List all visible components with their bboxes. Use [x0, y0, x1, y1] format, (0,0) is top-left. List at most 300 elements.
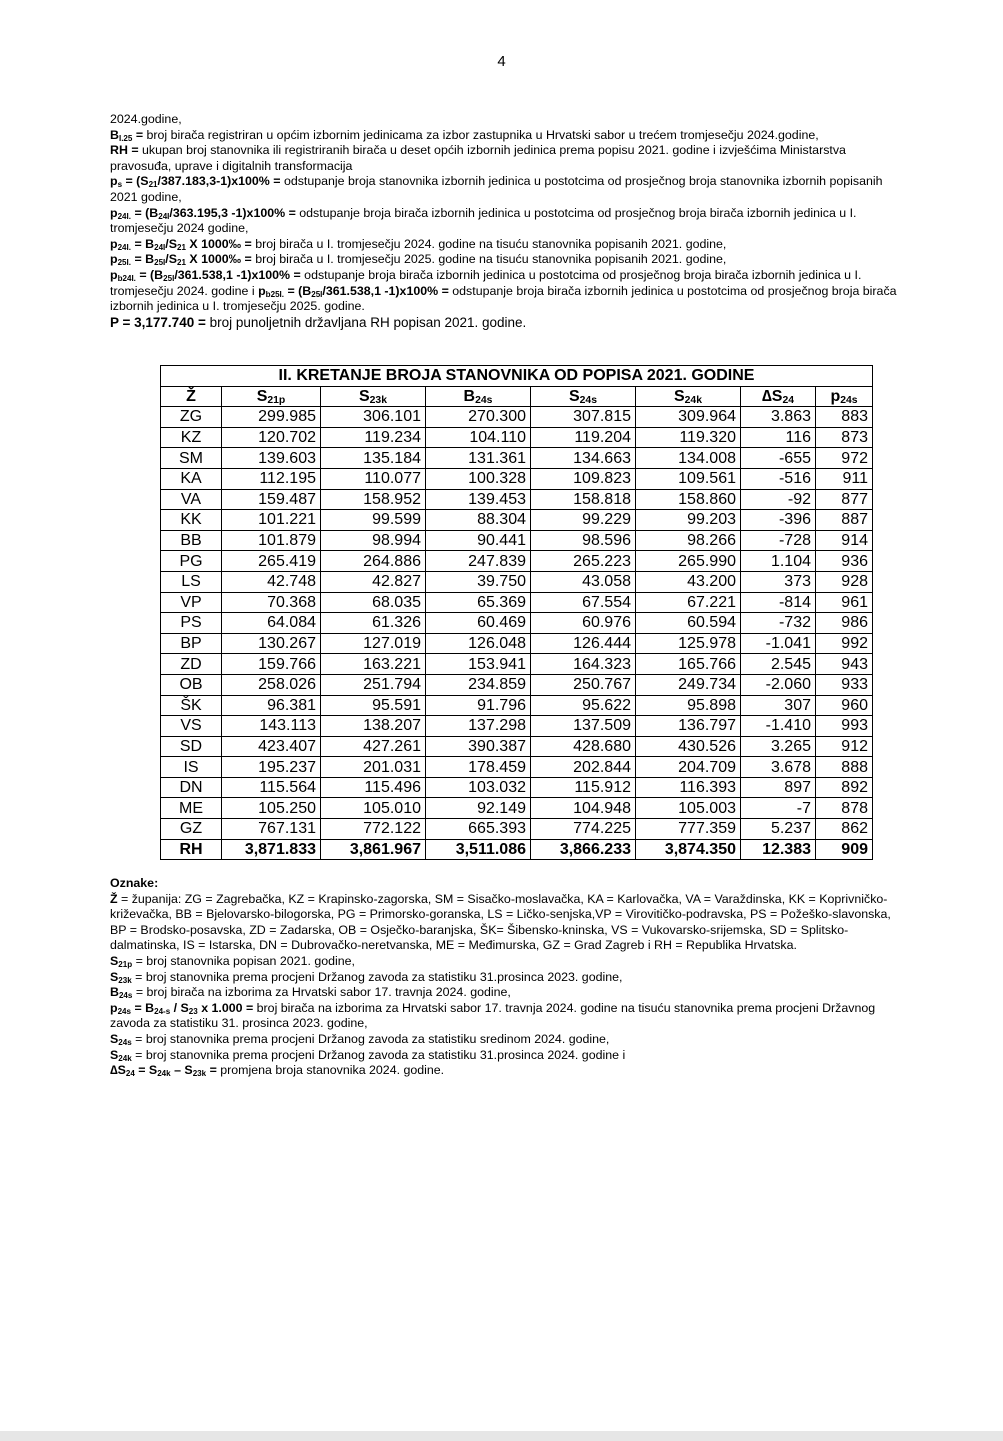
- table-cell: 163.221: [321, 654, 426, 675]
- table-row: [161, 654, 873, 675]
- county-code: DN: [161, 777, 222, 798]
- table-cell: 158.952: [321, 489, 426, 510]
- table-cell: 270.300: [426, 407, 531, 428]
- table-cell: 65.369: [426, 592, 531, 613]
- table-cell: 109.561: [636, 468, 741, 489]
- text-fragment: p: [110, 267, 118, 282]
- text-fragment: /387.183,3-1)x100% =: [157, 174, 281, 189]
- table-cell: 104.948: [531, 798, 636, 819]
- table-cell: 873: [816, 427, 873, 448]
- text-fragment: = broj birača na izborima za Hrvatski sabor 17. travnja 2024. godine,: [132, 985, 511, 1000]
- table-cell: 159.766: [222, 654, 321, 675]
- table-cell: 95.591: [321, 695, 426, 716]
- table-row: [161, 427, 873, 448]
- table-cell: 888: [816, 757, 873, 778]
- legend-item: [110, 954, 900, 970]
- table-cell: 60.469: [426, 613, 531, 634]
- table-cell: -516: [741, 468, 816, 489]
- table-cell: 99.203: [636, 510, 741, 531]
- table-row: [161, 695, 873, 716]
- table-cell: 909: [816, 839, 873, 860]
- county-code: KZ: [161, 427, 222, 448]
- county-code: LS: [161, 571, 222, 592]
- column-header: $S_{24s}$: [531, 386, 636, 407]
- table-cell: 3.863: [741, 407, 816, 428]
- county-code: RH: [161, 839, 222, 860]
- table-cell: 178.459: [426, 757, 531, 778]
- table-cell: 137.509: [531, 716, 636, 737]
- text-fragment: P = 3,177.740 =: [110, 314, 206, 330]
- table-cell: 134.663: [531, 448, 636, 469]
- text-fragment: =: [206, 1063, 217, 1078]
- intro-line: [110, 315, 900, 331]
- table-cell: 3.265: [741, 736, 816, 757]
- table-row: [161, 757, 873, 778]
- table-cell: 92.149: [426, 798, 531, 819]
- text-fragment: broj birača u I. tromjesečju 2024. godine na tisuću stanovnika popisanih 2021. godine,: [251, 236, 727, 251]
- text-fragment: s: [117, 180, 123, 190]
- table-cell: 423.407: [222, 736, 321, 757]
- county-code: SD: [161, 736, 222, 757]
- intro-line: $B_{I.25}$ = broj birača registriran u općim izbornim jedinicama za izbor zastupnika u Hrvatski sabor u trećem tromjesečju 2024.godine,: [110, 127, 819, 143]
- text-fragment: broj birača na izborima za Hrvatski sabor 17. travnja 2024. godine na tisuću stanovnika prema procjeni Državnog zavoda za statistiku 31. prosinca 2023. godine,: [110, 1000, 876, 1031]
- table-cell: 5.237: [741, 819, 816, 840]
- text-fragment: x 1.000 =: [197, 1000, 254, 1015]
- county-code: VP: [161, 592, 222, 613]
- text-fragment: promjena broja stanovnika 2024. godine.: [216, 1063, 445, 1078]
- text-fragment: S: [110, 1047, 119, 1062]
- column-header: $S_{24k}$: [636, 386, 741, 407]
- legend-heading: Oznake:: [110, 876, 159, 890]
- table-cell: 993: [816, 716, 873, 737]
- table-cell: 116: [741, 427, 816, 448]
- table-row: [161, 489, 873, 510]
- table-cell: 105.250: [222, 798, 321, 819]
- text-fragment: /363.195,3 -1)x100% =: [169, 205, 296, 220]
- table-cell: 112.195: [222, 468, 321, 489]
- legend-item: [110, 1001, 900, 1032]
- table-cell: 992: [816, 633, 873, 654]
- table-cell: 120.702: [222, 427, 321, 448]
- text-fragment: 23: [188, 1006, 198, 1016]
- table-cell: 119.320: [636, 427, 741, 448]
- text-fragment: 24I: [158, 211, 170, 221]
- table-cell: 130.267: [222, 633, 321, 654]
- table-cell: 98.266: [636, 530, 741, 551]
- text-fragment: = (B: [284, 283, 312, 298]
- table-cell: 134.008: [636, 448, 741, 469]
- table-cell: 61.326: [321, 613, 426, 634]
- table-cell: 3,871.833: [222, 839, 321, 860]
- text-fragment: – S: [170, 1063, 193, 1078]
- text-fragment: = broj stanovnika prema procjeni Držanog zavoda za statistiku sredinom 2024. godine,: [131, 1031, 610, 1046]
- table-cell: 95.898: [636, 695, 741, 716]
- table-cell: 202.844: [531, 757, 636, 778]
- legend-item: [110, 892, 900, 954]
- table-cell: 68.035: [321, 592, 426, 613]
- table-cell: 125.978: [636, 633, 741, 654]
- table-cell: 105.010: [321, 798, 426, 819]
- intro-line: 2024.godine,: [110, 112, 182, 126]
- text-fragment: 24s: [118, 1037, 132, 1047]
- table-row: [161, 530, 873, 551]
- table-cell: 3.678: [741, 757, 816, 778]
- table-cell: 1.104: [741, 551, 816, 572]
- table-cell: 136.797: [636, 716, 741, 737]
- table-cell: 105.003: [636, 798, 741, 819]
- table-cell: 64.084: [222, 613, 321, 634]
- table-cell: 249.734: [636, 674, 741, 695]
- text-fragment: 23k: [192, 1069, 207, 1079]
- table-cell: 153.941: [426, 654, 531, 675]
- text-fragment: p: [110, 252, 118, 267]
- table-cell: 897: [741, 777, 816, 798]
- county-code: ŠK: [161, 695, 222, 716]
- table-cell: 430.526: [636, 736, 741, 757]
- table-cell: 109.823: [531, 468, 636, 489]
- text-fragment: = (B: [135, 267, 164, 282]
- text-fragment: /S: [165, 252, 177, 267]
- table-cell: 137.298: [426, 716, 531, 737]
- legend-item: [110, 1032, 900, 1048]
- county-code: KA: [161, 468, 222, 489]
- table-cell: -2.060: [741, 674, 816, 695]
- table-cell: 127.019: [321, 633, 426, 654]
- intro-line: [110, 268, 900, 315]
- text-fragment: odstupanje broja birača izbornih jedinica u postotcima od prosječnog broja birača izbornih jedinica u I. tromjesečju 2024. godine i: [110, 267, 862, 298]
- table-cell: 307: [741, 695, 816, 716]
- table-cell: 116.393: [636, 777, 741, 798]
- text-fragment: 21: [177, 258, 186, 268]
- table-cell: 390.387: [426, 736, 531, 757]
- table-row: [161, 736, 873, 757]
- table-cell: 250.767: [531, 674, 636, 695]
- legend-item: [110, 1048, 900, 1064]
- table-row: [161, 674, 873, 695]
- table-cell: 972: [816, 448, 873, 469]
- table-cell: 91.796: [426, 695, 531, 716]
- table-cell: -92: [741, 489, 816, 510]
- table-cell: 3,511.086: [426, 839, 531, 860]
- text-fragment: 24: [125, 1069, 135, 1079]
- table-cell: 3,866.233: [531, 839, 636, 860]
- text-fragment: 24I.: [117, 242, 132, 252]
- table-row: [161, 468, 873, 489]
- text-fragment: 24-s: [154, 1006, 171, 1016]
- table-cell: 877: [816, 489, 873, 510]
- table-cell: 98.596: [531, 530, 636, 551]
- table-total-row: [161, 839, 873, 860]
- table-cell: 101.221: [222, 510, 321, 531]
- text-fragment: odstupanje broja birača izbornih jedinica u postotcima od prosječnog broja birača izbornih jedinica u I. tromjesečju 2024 godine,: [110, 205, 857, 236]
- viewer-bottom-bar: [0, 1431, 1003, 1441]
- text-fragment: b24I.: [117, 273, 136, 283]
- table-cell: 2.545: [741, 654, 816, 675]
- table-cell: 115.496: [321, 777, 426, 798]
- text-fragment: S: [110, 953, 119, 968]
- text-fragment: = broj stanovnika popisan 2021. godine,: [132, 953, 355, 968]
- table-row: [161, 571, 873, 592]
- page-number: 4: [497, 53, 506, 70]
- table-cell: 960: [816, 695, 873, 716]
- county-code: BP: [161, 633, 222, 654]
- table-cell: 101.879: [222, 530, 321, 551]
- county-code: ZG: [161, 407, 222, 428]
- text-fragment: 21: [177, 242, 186, 252]
- text-fragment: odstupanje broja stanovnika izbornih jedinica u postotcima od prosječnog broja stanovnika izbornih popisanih 2021 godine,: [110, 174, 883, 204]
- text-fragment: Ž: [110, 891, 118, 906]
- table-cell: -1.410: [741, 716, 816, 737]
- table-row: [161, 407, 873, 428]
- table-cell: 665.393: [426, 819, 531, 840]
- table-title: II. KRETANJE BROJA STANOVNIKA OD POPISA 2021. GODINE: [161, 366, 873, 387]
- table-cell: 914: [816, 530, 873, 551]
- text-fragment: /361.538,1 -1)x100% =: [322, 283, 449, 298]
- table-cell: 3,861.967: [321, 839, 426, 860]
- table-cell: 234.859: [426, 674, 531, 695]
- table-cell: 43.058: [531, 571, 636, 592]
- text-fragment: 25I.: [117, 258, 132, 268]
- text-fragment: broj punoljetnih državljana RH popisan 2021. godine.: [205, 314, 527, 330]
- table-cell: 115.912: [531, 777, 636, 798]
- table-row: [161, 777, 873, 798]
- county-code: ZD: [161, 654, 222, 675]
- text-fragment: 24k: [118, 1053, 132, 1063]
- table-cell: 767.131: [222, 819, 321, 840]
- text-fragment: 25I: [311, 289, 323, 299]
- table-row: [161, 448, 873, 469]
- county-code: IS: [161, 757, 222, 778]
- table-cell: 428.680: [531, 736, 636, 757]
- table-cell: 427.261: [321, 736, 426, 757]
- table-cell: -1.041: [741, 633, 816, 654]
- text-fragment: 23k: [118, 975, 132, 985]
- table-cell: 99.229: [531, 510, 636, 531]
- table-cell: 307.815: [531, 407, 636, 428]
- text-fragment: X 1000‰ =: [185, 236, 252, 251]
- table-cell: 143.113: [222, 716, 321, 737]
- text-fragment: ∆S: [110, 1063, 126, 1078]
- column-header: $B_{24s}$: [426, 386, 531, 407]
- table-row: [161, 716, 873, 737]
- table-cell: 204.709: [636, 757, 741, 778]
- table-cell: 887: [816, 510, 873, 531]
- legend-item: [110, 985, 900, 1001]
- table-cell: 90.441: [426, 530, 531, 551]
- text-fragment: odstupanje broja birača izbornih jedinica u postotcima od prosječnog broja birača izbornih jedinica u I. tromjesečju 2025. godine.: [110, 283, 897, 314]
- table-row: [161, 798, 873, 819]
- text-fragment: 24s: [118, 991, 133, 1001]
- text-fragment: = S: [134, 1063, 158, 1078]
- text-fragment: X 1000‰ =: [185, 252, 252, 267]
- text-fragment: p: [110, 205, 118, 220]
- text-fragment: 24I: [154, 242, 166, 252]
- table-cell: 100.328: [426, 468, 531, 489]
- table-cell: 43.200: [636, 571, 741, 592]
- table-cell: 892: [816, 777, 873, 798]
- table-cell: 139.603: [222, 448, 321, 469]
- intro-line: [110, 206, 900, 237]
- table-cell: 126.444: [531, 633, 636, 654]
- text-fragment: p: [110, 1000, 118, 1015]
- table-cell: -396: [741, 510, 816, 531]
- county-code: OB: [161, 674, 222, 695]
- column-header: Ž: [161, 386, 222, 407]
- table-cell: 201.031: [321, 757, 426, 778]
- table-cell: 104.110: [426, 427, 531, 448]
- table-cell: 299.985: [222, 407, 321, 428]
- text-fragment: b25I.: [265, 289, 285, 299]
- table-cell: 131.361: [426, 448, 531, 469]
- county-code: SM: [161, 448, 222, 469]
- table-cell: 265.419: [222, 551, 321, 572]
- text-fragment: S: [110, 1031, 119, 1046]
- text-fragment: p: [110, 174, 118, 189]
- table-cell: 936: [816, 551, 873, 572]
- table-cell: 373: [741, 571, 816, 592]
- table-cell: 158.860: [636, 489, 741, 510]
- text-fragment: 24I.: [117, 211, 132, 221]
- table-cell: 265.990: [636, 551, 741, 572]
- table-cell: 306.101: [321, 407, 426, 428]
- table-cell: 309.964: [636, 407, 741, 428]
- table-cell: 138.207: [321, 716, 426, 737]
- text-fragment: = B: [131, 1000, 155, 1015]
- column-header: $S_{23k}$: [321, 386, 426, 407]
- table-row: [161, 633, 873, 654]
- population-table: [160, 365, 873, 860]
- column-header: $S_{21p}$: [222, 386, 321, 407]
- text-fragment: = (B: [131, 205, 159, 220]
- text-fragment: 21p: [118, 959, 133, 969]
- text-fragment: broj birača u I. tromjesečju 2025. godine na tisuću stanovnika popisanih 2021. godine,: [251, 252, 727, 267]
- table-cell: 3,874.350: [636, 839, 741, 860]
- table-header-row: [161, 386, 873, 407]
- table-cell: -814: [741, 592, 816, 613]
- table-cell: 251.794: [321, 674, 426, 695]
- county-code: ME: [161, 798, 222, 819]
- table-cell: -728: [741, 530, 816, 551]
- table-cell: 928: [816, 571, 873, 592]
- text-fragment: = B: [131, 252, 155, 267]
- table-cell: 67.554: [531, 592, 636, 613]
- table-cell: 878: [816, 798, 873, 819]
- table-cell: 195.237: [222, 757, 321, 778]
- intro-definitions: [110, 112, 900, 331]
- text-fragment: /361.538,1 -1)x100% =: [174, 267, 301, 282]
- table-row: [161, 819, 873, 840]
- text-fragment: S: [110, 969, 119, 984]
- table-cell: 159.487: [222, 489, 321, 510]
- table-cell: 772.122: [321, 819, 426, 840]
- intro-line: [110, 237, 900, 253]
- table-cell: 42.827: [321, 571, 426, 592]
- table-cell: 164.323: [531, 654, 636, 675]
- intro-line: [110, 174, 900, 205]
- text-fragment: = županija: ZG = Zagrebačka, KZ = Krapinsko-zagorska, SM = Sisačko-moslavačka, KA = Karlovačka, VA = Varaždinska, KK = Koprivničko-križevačka, BB = Bjelovarsko-bilogorska, PG = Primorsko-goranska, LS = Ličko-senjska,VP = Virovitičko-podravska, PS = Požeško-slavonska, BP = Brodsko-posavska, ZD = Zadarska, OB = Osječko-baranjska, ŠK= Šibensko-kninska, VS = Vukovarsko-srijemska, SD = Splitsko-dalmatinska, IS = Istarska, DN = Dubrovačko-neretvanska, ME = Međimurska, GZ = Grad Zagreb i RH = Republika Hrvatska.: [110, 891, 891, 953]
- county-code: VA: [161, 489, 222, 510]
- table-cell: 60.976: [531, 613, 636, 634]
- text-fragment: = (S: [122, 174, 149, 189]
- table-cell: 912: [816, 736, 873, 757]
- table-cell: 70.368: [222, 592, 321, 613]
- table-cell: 88.304: [426, 510, 531, 531]
- column-header: $\Delta S_{24}$: [741, 386, 816, 407]
- legend: [110, 876, 900, 1079]
- table-cell: 777.359: [636, 819, 741, 840]
- text-fragment: = broj stanovnika prema procjeni Držanog zavoda za statistiku 31.prosinca 2024. godine i: [131, 1047, 626, 1062]
- county-code: BB: [161, 530, 222, 551]
- county-code: GZ: [161, 819, 222, 840]
- table-cell: 110.077: [321, 468, 426, 489]
- table-cell: 119.234: [321, 427, 426, 448]
- intro-line: RH = ukupan broj stanovnika ili registriranih birača u deset općih izbornih jedinica prema popisu 2021. godine i izvješćima Ministarstva pravosuđa, uprave i digitalnih transformacija: [110, 143, 846, 173]
- text-fragment: 25I: [154, 258, 166, 268]
- table-cell: 96.381: [222, 695, 321, 716]
- text-fragment: 25I: [163, 273, 175, 283]
- table-cell: 911: [816, 468, 873, 489]
- intro-line: [110, 252, 900, 268]
- table-cell: 774.225: [531, 819, 636, 840]
- table-cell: -732: [741, 613, 816, 634]
- text-fragment: / S: [170, 1000, 189, 1015]
- table-cell: 862: [816, 819, 873, 840]
- table-cell: 933: [816, 674, 873, 695]
- table-row: [161, 510, 873, 531]
- table-cell: 12.383: [741, 839, 816, 860]
- table-cell: 103.032: [426, 777, 531, 798]
- county-code: PG: [161, 551, 222, 572]
- table-cell: 135.184: [321, 448, 426, 469]
- table-row: [161, 551, 873, 572]
- table-cell: 264.886: [321, 551, 426, 572]
- table-cell: 258.026: [222, 674, 321, 695]
- column-header: $p_{24s}$: [816, 386, 873, 407]
- table-cell: 39.750: [426, 571, 531, 592]
- table-cell: 986: [816, 613, 873, 634]
- table-cell: 99.599: [321, 510, 426, 531]
- table-cell: 165.766: [636, 654, 741, 675]
- table-cell: 42.748: [222, 571, 321, 592]
- table-row: [161, 613, 873, 634]
- text-fragment: 24k: [157, 1069, 171, 1079]
- table-cell: -655: [741, 448, 816, 469]
- county-code: PS: [161, 613, 222, 634]
- text-fragment: B: [110, 985, 119, 1000]
- table-cell: 67.221: [636, 592, 741, 613]
- table-cell: 883: [816, 407, 873, 428]
- text-fragment: /S: [165, 236, 177, 251]
- table-cell: 126.048: [426, 633, 531, 654]
- legend-item: [110, 970, 900, 986]
- table-cell: 265.223: [531, 551, 636, 572]
- text-fragment: p: [110, 236, 118, 251]
- text-fragment: p: [258, 283, 266, 298]
- table-cell: 115.564: [222, 777, 321, 798]
- table-cell: -7: [741, 798, 816, 819]
- table-cell: 943: [816, 654, 873, 675]
- county-code: VS: [161, 716, 222, 737]
- text-fragment: 24s: [117, 1006, 132, 1016]
- table-cell: 60.594: [636, 613, 741, 634]
- county-code: KK: [161, 510, 222, 531]
- table-cell: 961: [816, 592, 873, 613]
- text-fragment: 21: [148, 180, 158, 190]
- table-cell: 98.994: [321, 530, 426, 551]
- table-cell: 119.204: [531, 427, 636, 448]
- table-cell: 95.622: [531, 695, 636, 716]
- text-fragment: = B: [131, 236, 155, 251]
